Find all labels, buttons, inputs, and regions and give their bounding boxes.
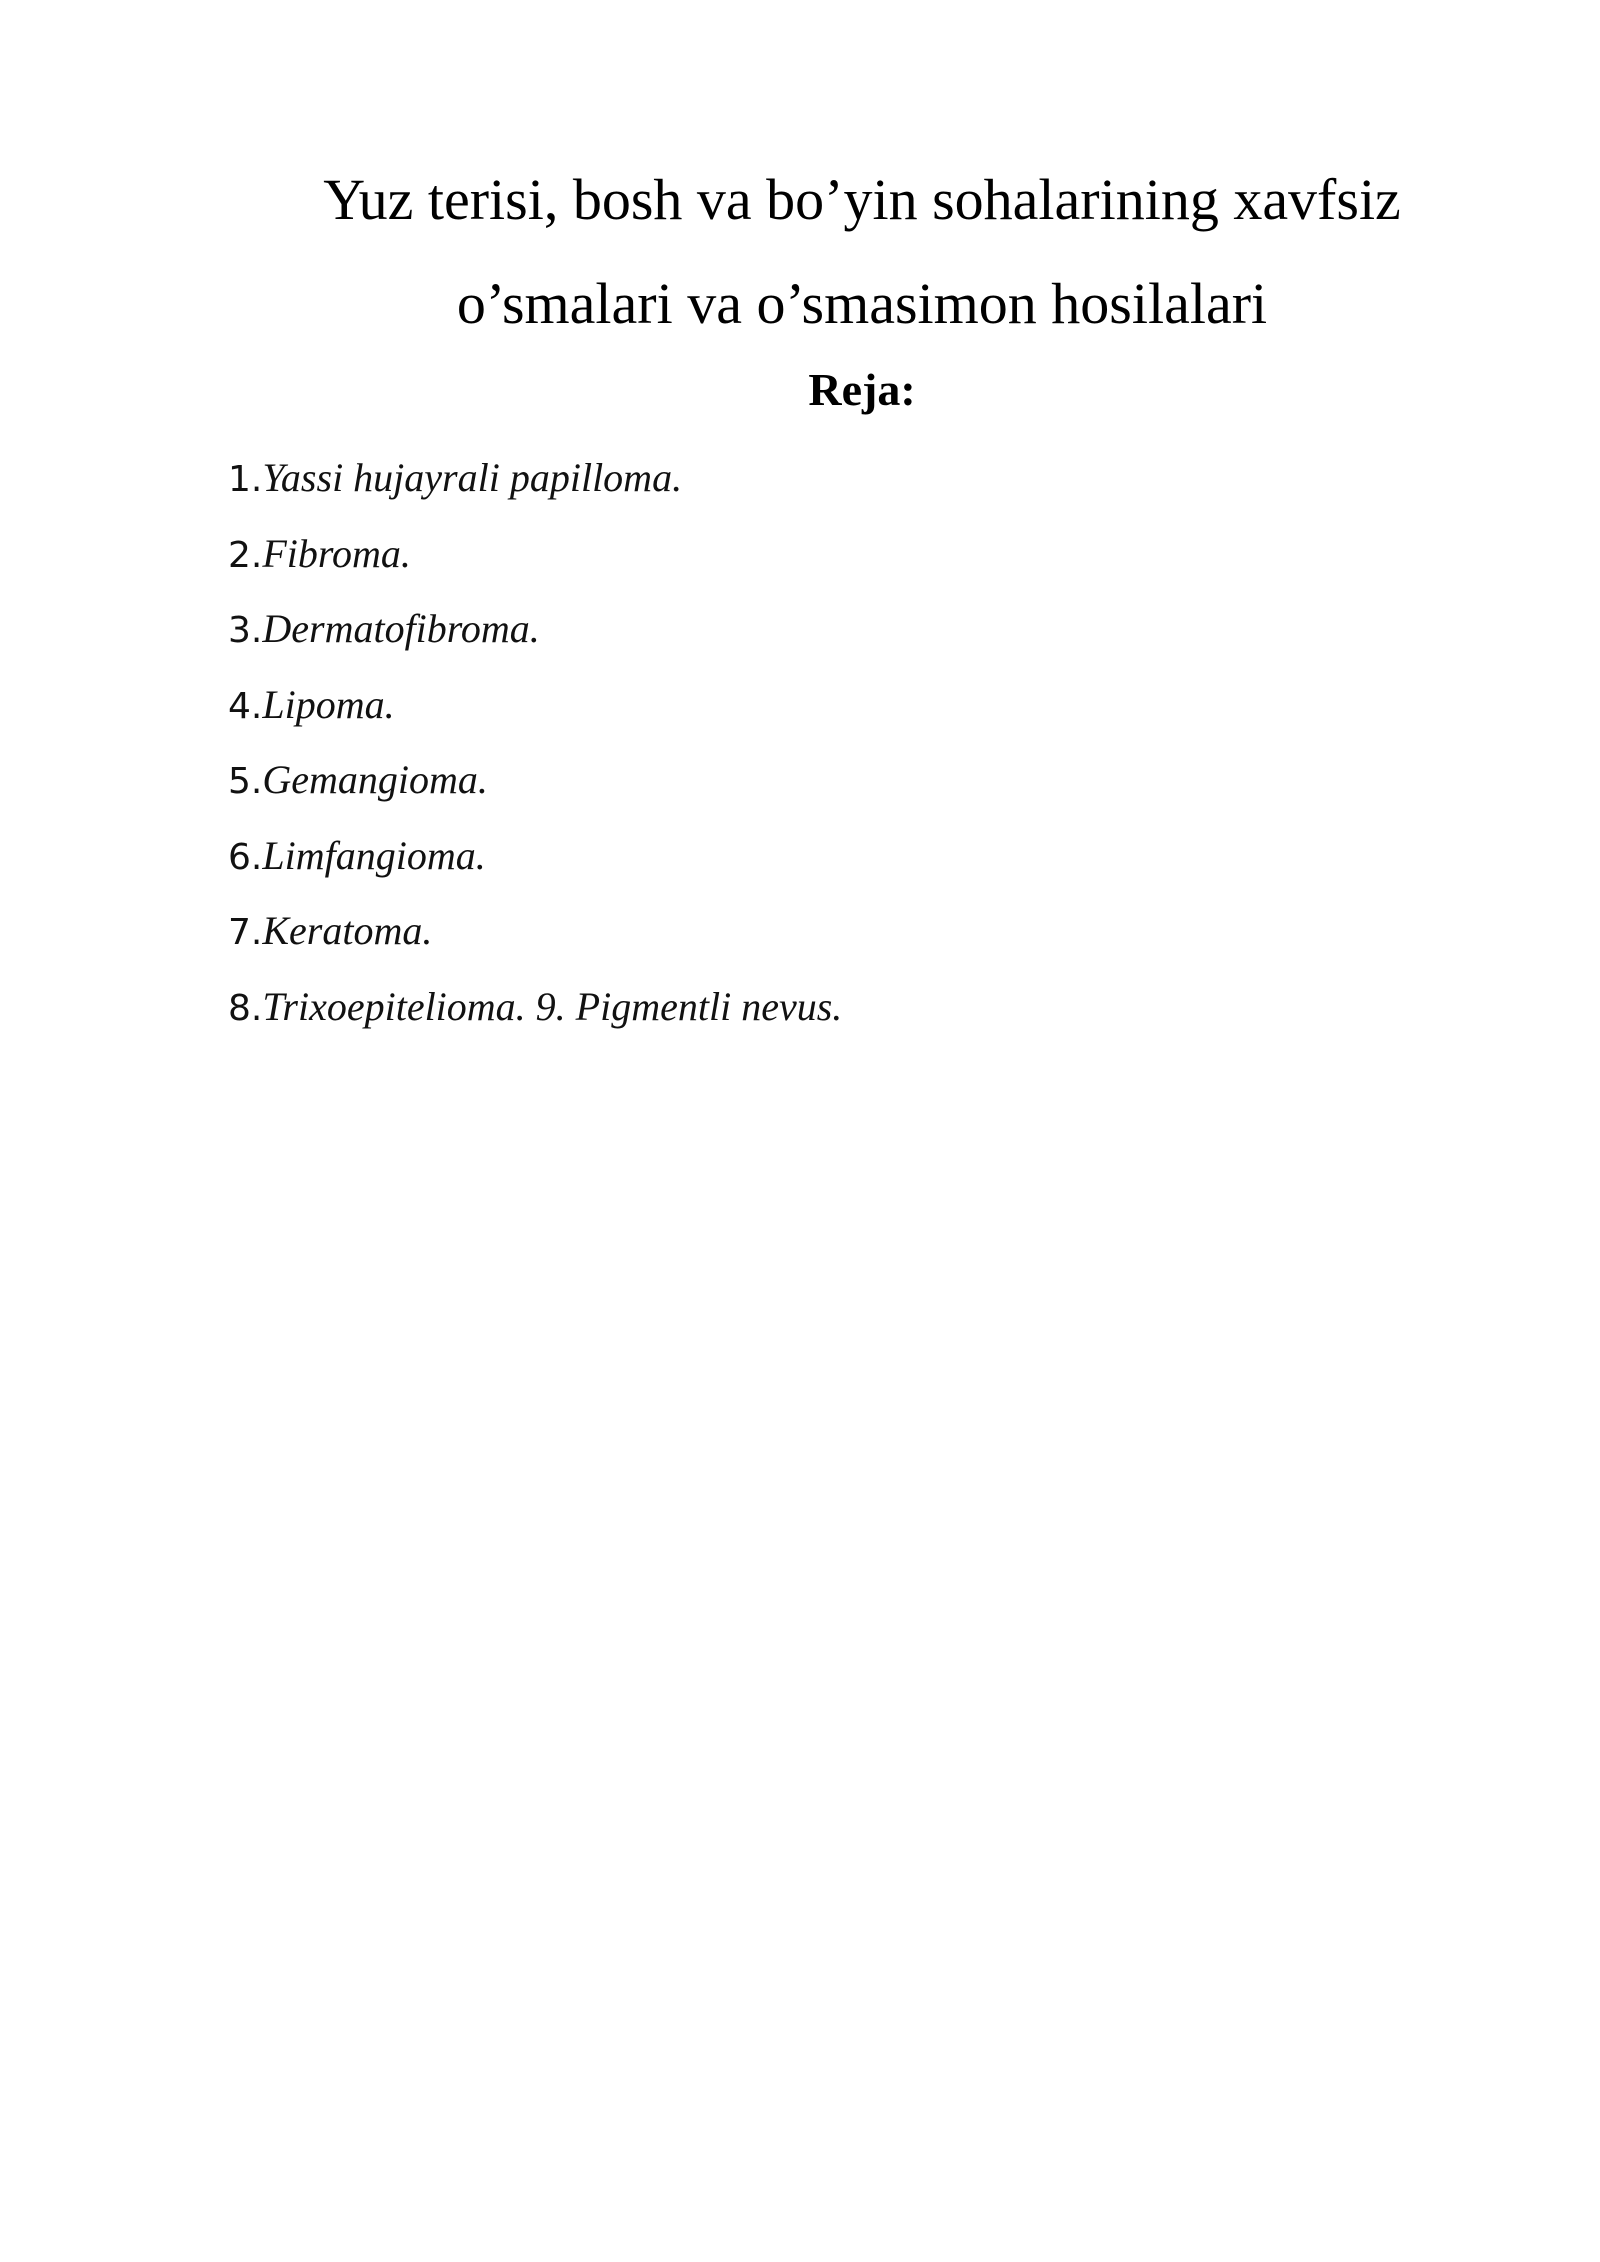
plan-item-text: Limfangioma. [262, 832, 486, 878]
plan-item-number: 6. [228, 836, 263, 878]
plan-item-text: Keratoma. [262, 908, 433, 953]
plan-item-4 [228, 667, 842, 743]
plan-item-text: Dermatofibroma. [262, 606, 540, 651]
plan-item-2 [228, 516, 842, 592]
plan-item-8 [228, 969, 842, 1045]
plan-item-number: 4. [228, 685, 263, 727]
plan-item-number: 7. [228, 912, 263, 953]
plan-item-text: Gemangioma. [262, 757, 488, 802]
plan-item-text: Yassi hujayrali papilloma. [262, 455, 683, 500]
plan-item-7 [228, 893, 842, 969]
plan-item-text: Fibroma. [262, 530, 411, 576]
plan-item-number: 8. [228, 987, 263, 1029]
title-line-2: o’smalari va o’smasimon hosilalari [456, 271, 1268, 336]
plan-item-text: Lipoma. [262, 681, 395, 727]
plan-item-number: 5. [228, 761, 263, 802]
document-title [0, 148, 1600, 356]
plan-item-number: 3. [228, 610, 263, 651]
plan-list [228, 440, 842, 1044]
plan-item-1 [228, 440, 842, 516]
plan-item-number: 2. [228, 534, 263, 576]
plan-item-number: 1. [228, 459, 263, 500]
plan-item-3 [228, 591, 842, 667]
plan-heading: Reja: [808, 364, 916, 415]
plan-item-6 [228, 818, 842, 894]
title-line-1: Yuz terisi, bosh va bo’yin sohalarining xavfsiz [323, 167, 1401, 232]
plan-item-5 [228, 742, 842, 818]
plan-item-text: Trixoepitelioma. 9. Pigmentli nevus. [262, 983, 843, 1029]
